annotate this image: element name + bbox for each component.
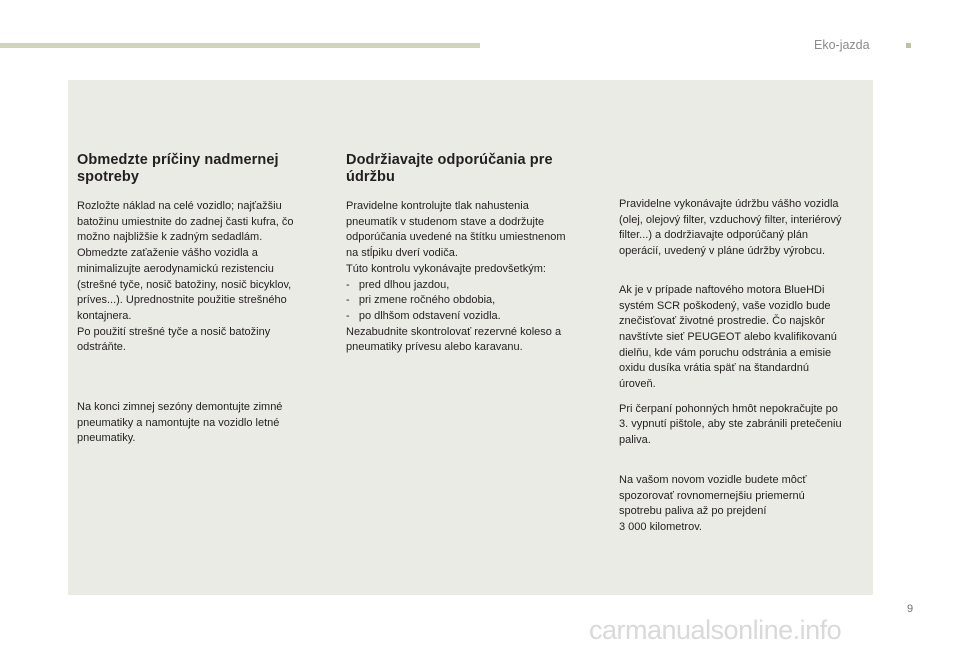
paragraph-scr-system: Ak je v prípade naftového motora BlueHDi systém SCR poškodený, vaše vozidlo bude znečisťovať životné prostredie. Čo najskôr navštívte sieť PEUGEOT alebo kvalifikovanú dielňu, kde vám poruchu odstránia a emisie oxidu dusíka vrátia späť na štandardnú úroveň. [619, 283, 837, 391]
paragraph-tyre-pressure: Pravidelne kontrolujte tlak nahustenia pneumatík v studenom stave a dodržujte odporúčania uvedené na štítku umiestnenom na stĺpiku dverí vodiča. Túto kontrolu vykonávajte predovšetkým: - pred dlhou jazdou, - pri zmene ročného obdobia, - po dlhšom odstavení vozidla. Nezabudnite skontrolovať rezervné koleso a pneumatiky prívesu alebo karavanu. [346, 200, 566, 354]
paragraph-new-vehicle-consumption: Na vašom novom vozidle budete môcť spozorovať rovnomernejšiu priemernú spotrebu paliva až po prejdení 3 000 kilometrov. [619, 473, 807, 533]
column-maintenance-recommendations [346, 152, 596, 356]
section-title: Eko-jazda [814, 38, 870, 52]
header-accent-bar [0, 43, 480, 48]
watermark: carmanualsonline.info [589, 615, 842, 645]
paragraph-regular-service: Pravidelne vykonávajte údržbu vášho vozidla (olej, olejový filter, vzduchový filter, interiérový filter...) a dodržiavajte odporúčaný plán operácií, uvedený v pláne údržby výrobcu. [619, 198, 842, 258]
column-maintenance-details [619, 197, 879, 536]
heading-maintenance-recommendations: Dodržiavajte odporúčania pre údržbu [346, 152, 553, 185]
column-reduce-consumption [77, 152, 325, 447]
paragraph-load-distribution: Rozložte náklad na celé vozidlo; najťažšiu batožinu umiestnite do zadnej časti kufra, čo možno najbližšie k zadným sedadlám. Obmedzte zaťaženie vášho vozidla a minimalizujte aerodynamickú rezistenciu (strešné tyče, nosič batožiny, nosič bicyklov, príves...). Uprednostnite použitie strešného kontajnera. Po použití strešné tyče a nosič batožiny odstráňte. [77, 200, 294, 354]
section-marker [906, 43, 911, 48]
page-number: 9 [907, 603, 914, 615]
paragraph-refuelling: Pri čerpaní pohonných hmôt nepokračujte po 3. vypnutí pištole, aby ste zabránili pretečeniu paliva. [619, 402, 842, 447]
paragraph-winter-tyres: Na konci zimnej sezóny demontujte zimné pneumatiky a namontujte na vozidlo letné pneumatiky. [77, 401, 283, 445]
heading-reduce-consumption: Obmedzte príčiny nadmernej spotreby [77, 152, 279, 185]
